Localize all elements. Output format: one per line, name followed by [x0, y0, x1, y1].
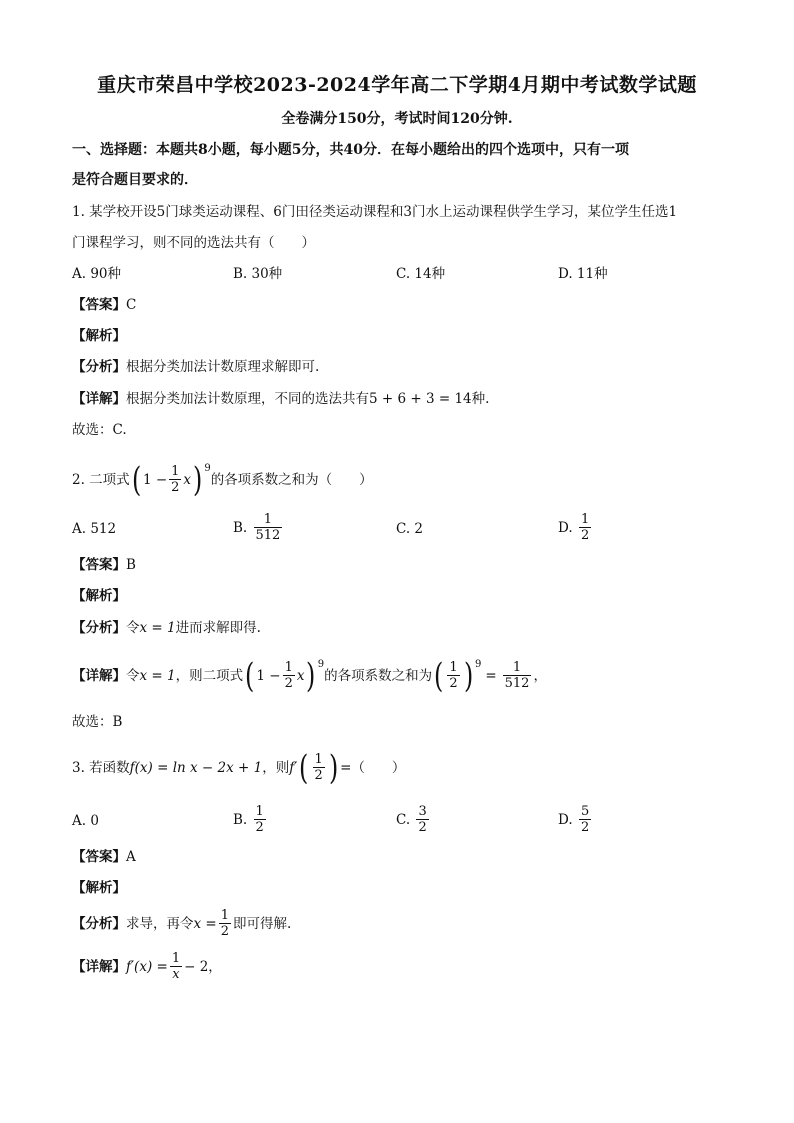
q3-argument [313, 752, 325, 783]
q2-detail-mid: ，则二项式 [175, 667, 244, 684]
analysis-label: 【解析】 [72, 588, 126, 604]
q2-half-num: 1 [449, 660, 458, 675]
answer-label: 【答案】 [72, 297, 126, 313]
fenxi-label: 【分析】 [72, 359, 126, 375]
q3-fenxi [72, 906, 291, 941]
q2-fenxi-prefix: 令 [126, 620, 140, 636]
q1-choose-value: C. [112, 422, 127, 438]
q3-arg-den: 2 [314, 768, 323, 783]
q3-optb-den: 2 [255, 820, 264, 835]
right-paren-icon: ) [306, 655, 316, 696]
q2-option-d-fraction [579, 512, 591, 543]
q1-analysis-label [72, 327, 126, 345]
q1-detail [72, 390, 489, 408]
q2-detail-result [503, 660, 532, 691]
q2-option-b-label: B. [233, 519, 248, 536]
q1-answer [72, 296, 136, 314]
q2-exponent: 9 [204, 463, 211, 474]
q2-half-exponent: 9 [474, 659, 482, 670]
q1-detail-text: 根据分类加法计数原理，不同的选法共有 [126, 391, 369, 407]
q3-fenxi-num: 1 [220, 908, 229, 923]
q1-option-a: A. 90种 [72, 266, 122, 282]
detail-label: 【详解】 [72, 667, 126, 684]
q2-option-b-fraction [254, 512, 283, 543]
q2-detail-frac-num: 1 [284, 660, 293, 675]
q2-variable: x [183, 471, 192, 488]
q1-detail-expression: 5 + 6 + 3 = 14 [369, 391, 472, 407]
left-paren-icon: ( [131, 459, 141, 500]
q3-fenxi-suffix: 即可得解. [233, 915, 292, 932]
q3-detail-fraction [170, 951, 182, 982]
q3-answer-value: A [126, 849, 136, 865]
q2-detail-frac-den: 2 [284, 676, 293, 691]
q2-one-minus: 1 − [142, 471, 168, 488]
q3-detail-den: x [172, 967, 180, 982]
q3-stem-prefix: 3. 若函数 [72, 759, 130, 776]
answer-label: 【答案】 [72, 849, 126, 865]
q2-option-d-label: D. [558, 519, 573, 536]
q1-choose [72, 421, 127, 439]
q2-choose [72, 713, 122, 731]
right-paren-icon: ) [193, 459, 203, 500]
q2-option-d [558, 512, 593, 543]
q3-stem [72, 747, 406, 788]
q3-function: f(x) = ln x − 2x + 1 [129, 759, 263, 776]
q2-optd-num: 1 [580, 512, 590, 527]
q2-detail-expression: x = 1 [139, 667, 176, 684]
q3-option-c-label: C. [396, 811, 411, 828]
q3-option-a: A. 0 [72, 813, 99, 829]
q3-optd-den: 2 [580, 820, 590, 835]
q2-stem-suffix: 的各项系数之和为（ ） [210, 471, 373, 488]
q1-option-b: B. 30种 [233, 266, 283, 282]
q3-answer [72, 848, 136, 866]
q2-option-a: A. 512 [72, 521, 117, 537]
q2-option-c: C. 2 [396, 521, 424, 537]
q2-detail-fraction [283, 660, 295, 691]
q3-fenxi-fraction [219, 908, 231, 939]
q3-option-d-fraction [579, 804, 591, 835]
q3-option-c-fraction [416, 804, 428, 835]
section-heading-line1: 一、选择题：本题共8小题，每小题5分，共40分．在每小题给出的四个选项中，只有一项 [72, 142, 629, 158]
q1-option-c: C. 14种 [396, 266, 446, 282]
q2-optd-den: 2 [580, 528, 590, 543]
q2-fenxi [72, 619, 261, 637]
detail-label: 【详解】 [72, 391, 126, 407]
q1-stem-line1: 1. 某学校开设5门球类运动课程、6门田径类运动课程和3门水上运动课程供学生学习，某位学生任选1 [72, 204, 678, 220]
q3-derivative: f′ [289, 759, 298, 776]
q2-detail-variable: x [296, 667, 305, 684]
q3-optd-num: 5 [580, 804, 590, 819]
q3-fenxi-den: 2 [220, 924, 229, 939]
q2-stem [72, 459, 373, 500]
q3-detail-lhs: f′(x) = [126, 958, 168, 975]
q3-option-d [558, 804, 593, 835]
q3-detail-rest: − 2， [184, 958, 222, 975]
q2-result-den: 512 [504, 676, 530, 691]
q1-fenxi [72, 358, 319, 376]
analysis-label: 【解析】 [72, 880, 126, 896]
left-paren-icon: ( [245, 655, 255, 696]
q2-detail-end: ， [533, 667, 547, 684]
q2-answer [72, 556, 136, 574]
right-paren-icon: ) [463, 655, 473, 696]
q1-fenxi-text: 根据分类加法计数原理求解即可. [126, 359, 320, 375]
q2-analysis-label [72, 587, 126, 605]
q2-detail-equals: = [485, 667, 497, 684]
exam-info: 全卷满分150分，考试时间120分钟. [281, 111, 513, 127]
choose-label: 故选： [72, 422, 113, 438]
q2-optb-num: 1 [263, 512, 273, 527]
q2-stem-prefix: 2. 二项式 [72, 471, 130, 488]
right-paren-icon: ) [328, 747, 339, 788]
answer-label: 【答案】 [72, 557, 126, 573]
section-heading-line2: 是符合题目要求的． [72, 172, 198, 188]
q3-optc-den: 2 [418, 820, 427, 835]
q3-fenxi-variable: x = [193, 915, 217, 932]
q2-result-num: 1 [512, 660, 522, 675]
q3-option-b [233, 804, 268, 835]
q2-detail-one-minus: 1 − [256, 667, 281, 684]
q1-answer-value: C [126, 297, 137, 313]
q2-frac-den: 2 [171, 480, 180, 495]
q2-half-den: 2 [449, 676, 458, 691]
q2-option-b [233, 512, 284, 543]
q3-optc-num: 3 [418, 804, 427, 819]
q3-fenxi-prefix: 求导，再令 [126, 915, 194, 932]
left-paren-icon: ( [434, 655, 444, 696]
q3-arg-num: 1 [314, 752, 323, 767]
q1-stem-line2: 门课程学习，则不同的选法共有（ ） [72, 235, 315, 251]
fenxi-label: 【分析】 [72, 620, 126, 636]
q2-optb-den: 512 [255, 528, 281, 543]
q2-fraction [169, 464, 181, 495]
q2-detail-exponent: 9 [317, 659, 325, 670]
q2-choose-value: B [112, 714, 123, 730]
q2-detail-prefix: 令 [126, 667, 140, 684]
q3-detail-num: 1 [171, 951, 181, 966]
fenxi-label: 【分析】 [72, 915, 126, 932]
q1-option-d: D. 11种 [558, 266, 608, 282]
q2-detail [72, 655, 547, 696]
q3-detail [72, 949, 222, 984]
q2-answer-value: B [126, 557, 136, 573]
q3-analysis-label [72, 879, 126, 897]
detail-label: 【详解】 [72, 958, 126, 975]
q3-stem-suffix: =（ ） [340, 759, 406, 776]
q2-detail-mid2: 的各项系数之和为 [324, 667, 433, 684]
page-title: 重庆市荣昌中学校2023-2024学年高二下学期4月期中考试数学试题 [97, 74, 697, 96]
q3-option-b-fraction [254, 804, 266, 835]
q3-option-c [396, 804, 431, 835]
q3-stem-mid: ，则 [262, 759, 290, 776]
q3-option-b-label: B. [233, 811, 248, 828]
q2-detail-half [447, 660, 459, 691]
q2-frac-num: 1 [171, 464, 180, 479]
choose-label: 故选： [72, 714, 113, 730]
analysis-label: 【解析】 [72, 328, 126, 344]
q2-fenxi-expression: x = 1 [139, 620, 176, 636]
left-paren-icon: ( [299, 747, 309, 788]
q1-detail-suffix: 种. [471, 391, 490, 407]
q3-optb-num: 1 [255, 804, 264, 819]
q2-fenxi-suffix: 进而求解即得. [175, 620, 261, 636]
q3-option-d-label: D. [558, 811, 573, 828]
